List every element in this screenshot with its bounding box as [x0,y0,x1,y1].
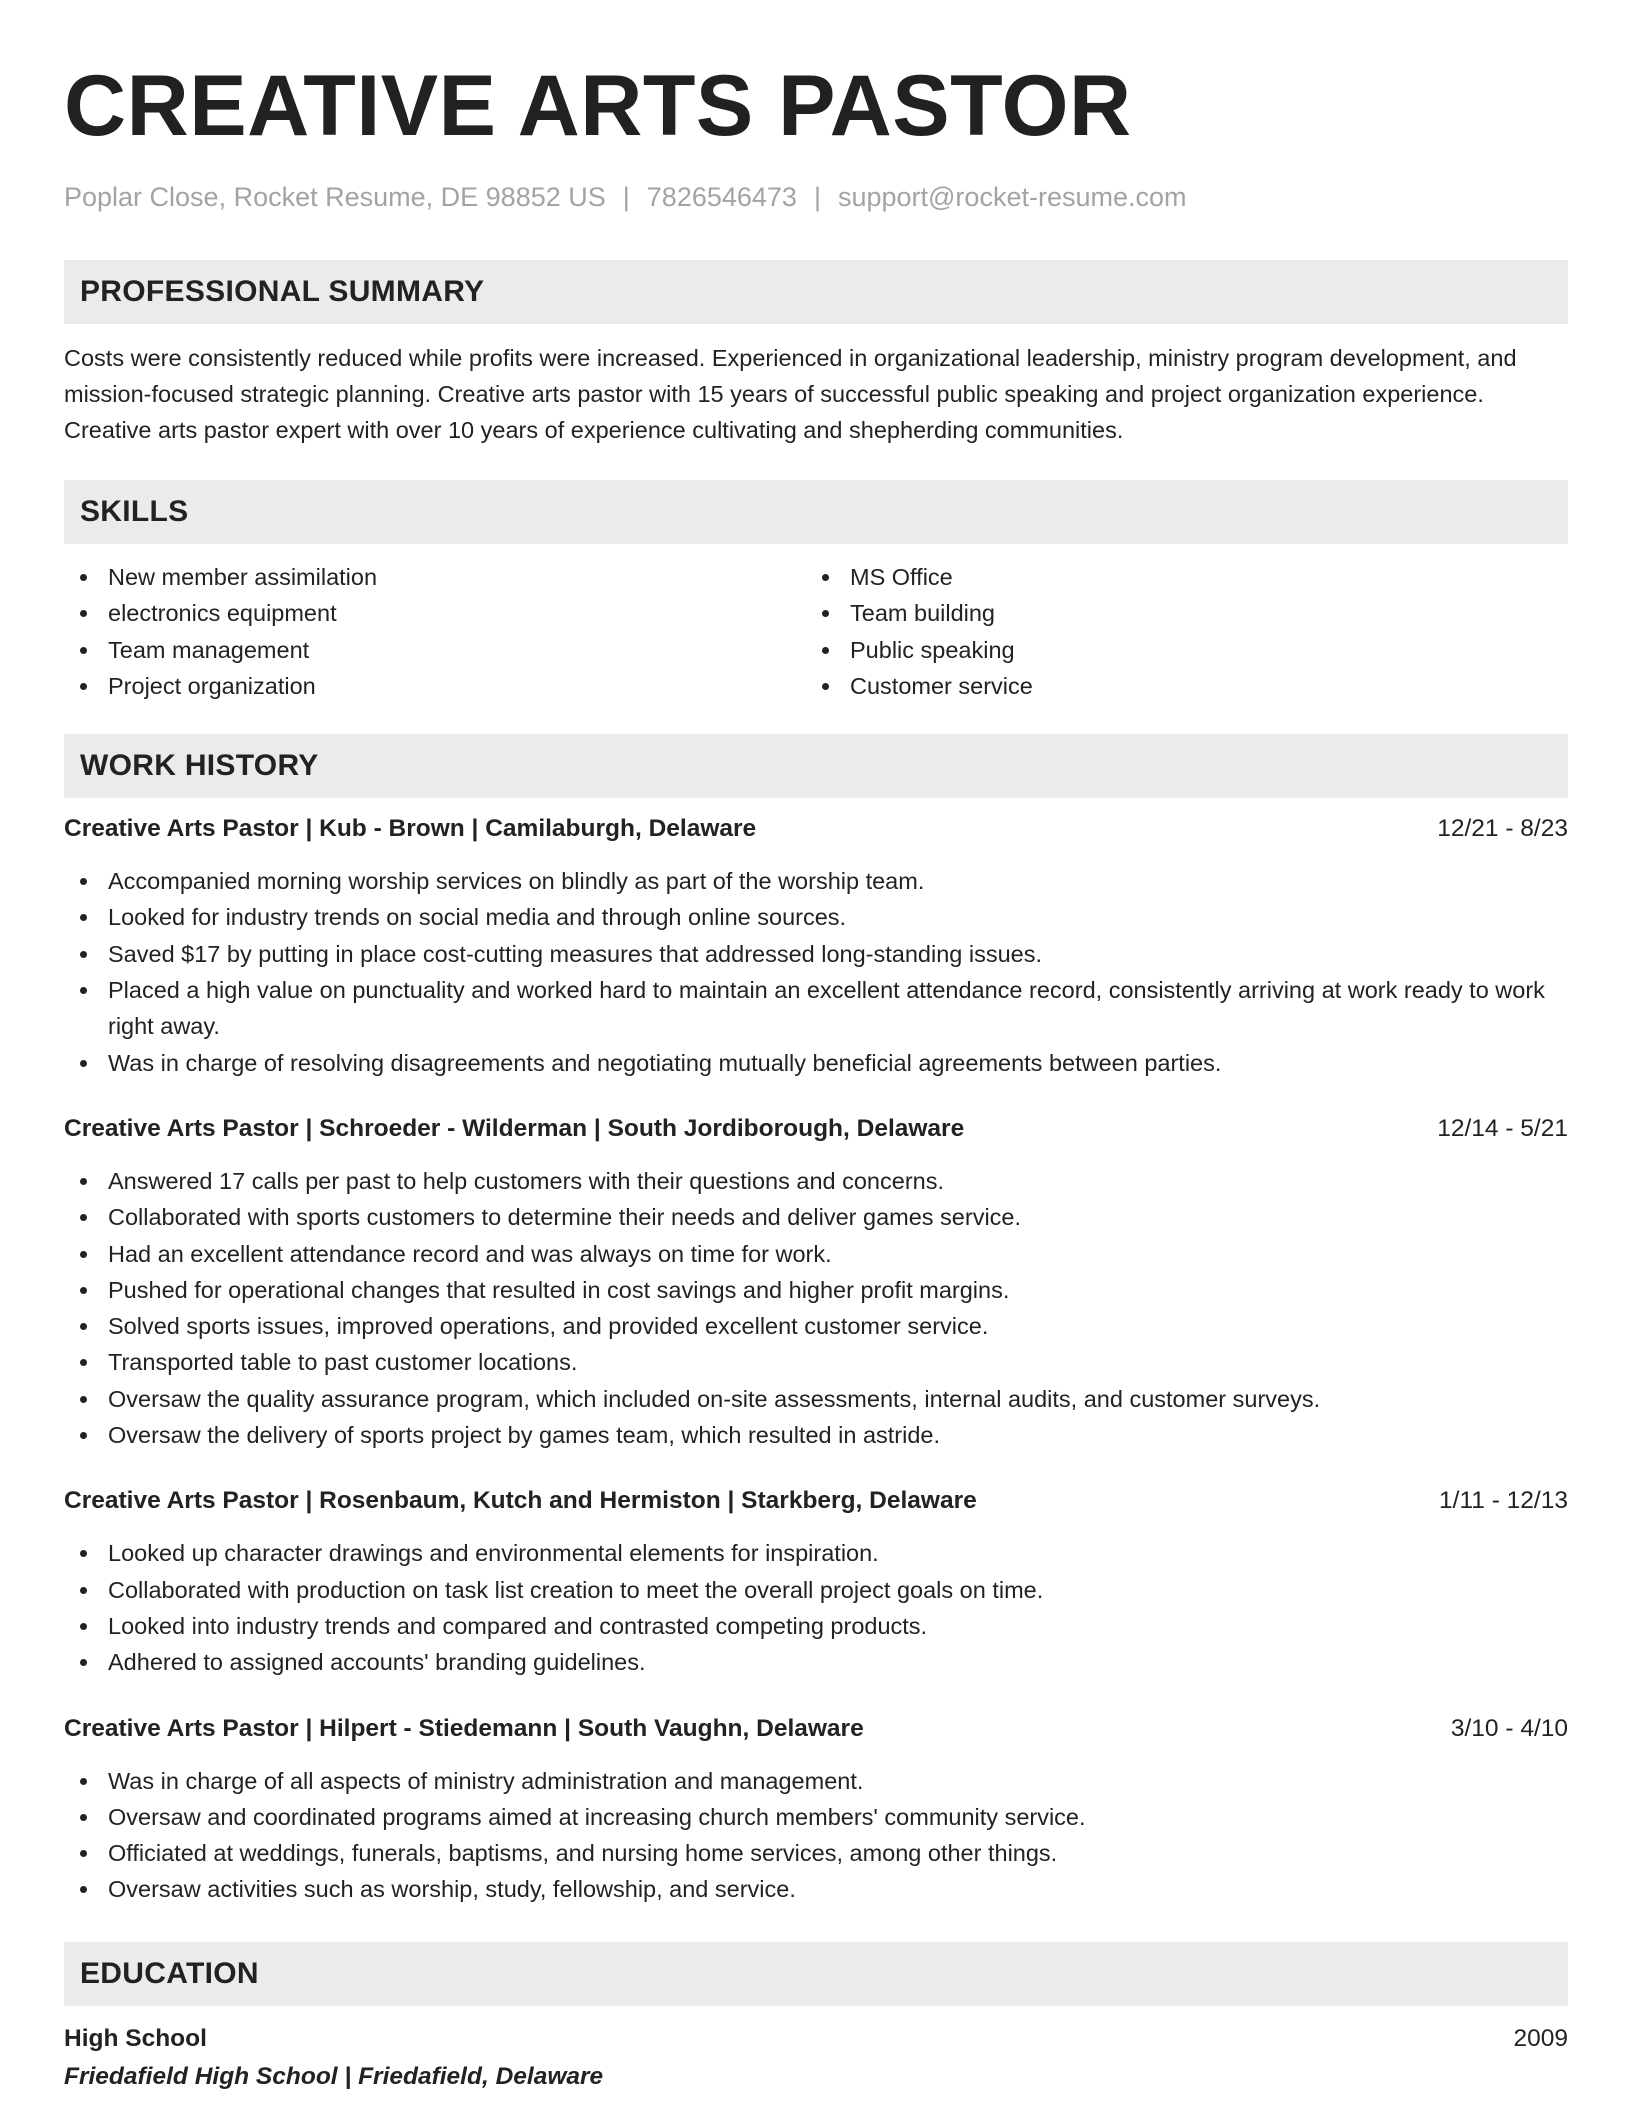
skills-column-right [806,559,1548,704]
job-bullet: Placed a high value on punctuality and worked hard to maintain an excellent attendance record, consistently arriving at work ready to work right away. [64,972,1568,1045]
contact-phone: 7826546473 [646,182,797,212]
job-bullet: Adhered to assigned accounts' branding guidelines. [64,1644,1568,1680]
resume-name: CREATIVE ARTS PASTOR [64,58,1132,154]
job-entry [64,1483,1568,1680]
summary-text: Costs were consistently reduced while profits were increased. Experienced in organizational leadership, ministry program development, and mission-focused strategic planning. Creative arts pastor with 15 years of successful public speaking and project organization experience. Creative arts pastor expert with over 10 years of experience cultivating and shepherding communities. [64,345,1517,443]
job-bullet: Oversaw the quality assurance program, which included on-site assessments, internal audits, and customer surveys. [64,1381,1568,1417]
job-title: Creative Arts Pastor | Schroeder - Wilderman | South Jordiborough, Delaware [64,1114,965,1142]
section-heading-skills: SKILLS [64,480,1568,544]
skill-item: MS Office [806,559,1548,595]
skill-item: electronics equipment [64,595,806,631]
job-bullet: Pushed for operational changes that resulted in cost savings and higher profit margins. [64,1272,1568,1308]
job-dates: 12/21 - 8/23 [1437,815,1568,843]
contact-email: support@rocket-resume.com [837,182,1187,212]
job-dates: 1/11 - 12/13 [1439,1487,1568,1515]
job-bullet: Oversaw the delivery of sports project by games team, which resulted in astride. [64,1417,1568,1453]
job-bullet: Accompanied morning worship services on blindly as part of the worship team. [64,863,1568,899]
job-bullet: Collaborated with production on task list creation to meet the overall project goals on time. [64,1572,1568,1608]
skill-item: New member assimilation [64,559,806,595]
contact-address: Poplar Close, Rocket Resume, DE 98852 US [64,182,606,212]
job-bullet: Had an excellent attendance record and was always on time for work. [64,1236,1568,1272]
contact-line [64,180,1568,214]
job-title: Creative Arts Pastor | Rosenbaum, Kutch and Hermiston | Starkberg, Delaware [64,1487,977,1515]
contact-separator: | [813,182,821,212]
job-entry [64,1111,1568,1453]
job-bullet: Looked up character drawings and environmental elements for inspiration. [64,1535,1568,1571]
section-heading-work-history: WORK HISTORY [64,734,1568,798]
job-entry [64,811,1568,1081]
job-bullet: Oversaw activities such as worship, study, fellowship, and service. [64,1871,1568,1907]
job-dates: 3/10 - 4/10 [1450,1714,1568,1742]
education-degree: High School [64,2024,207,2052]
education-header [64,2020,1568,2058]
job-bullet: Looked for industry trends on social media and through online sources. [64,899,1568,935]
job-bullet: Solved sports issues, improved operations, and provided excellent customer service. [64,1308,1568,1344]
job-bullet: Was in charge of resolving disagreements and negotiating mutually beneficial agreements between parties. [64,1045,1568,1081]
job-bullets [64,1535,1568,1680]
resume-page [64,58,1568,2096]
job-entry [64,1711,1568,1908]
job-header [64,811,1568,847]
education-school: Friedafield High School | Friedafield, Delaware [64,2062,604,2090]
skill-item: Public speaking [806,632,1548,668]
education-year: 2009 [1513,2024,1568,2052]
skill-item: Customer service [806,668,1548,704]
skill-item: Project organization [64,668,806,704]
job-bullet: Collaborated with sports customers to determine their needs and deliver games service. [64,1199,1568,1235]
contact-separator: | [622,182,630,212]
job-bullets [64,1163,1568,1453]
job-title: Creative Arts Pastor | Hilpert - Stiedemann | South Vaughn, Delaware [64,1714,864,1742]
job-header [64,1711,1568,1747]
job-bullet: Looked into industry trends and compared and contrasted competing products. [64,1608,1568,1644]
section-heading-education: EDUCATION [64,1942,1568,2006]
job-title: Creative Arts Pastor | Kub - Brown | Camilaburgh, Delaware [64,815,757,843]
skill-item: Team management [64,632,806,668]
job-bullets [64,863,1568,1081]
job-bullet: Transported table to past customer locations. [64,1344,1568,1380]
job-header [64,1483,1568,1519]
job-bullet: Oversaw and coordinated programs aimed at increasing church members' community service. [64,1799,1568,1835]
job-dates: 12/14 - 5/21 [1437,1114,1568,1142]
section-heading-summary: PROFESSIONAL SUMMARY [64,260,1568,324]
job-bullet: Officiated at weddings, funerals, baptisms, and nursing home services, among other things. [64,1835,1568,1871]
skills-list [64,559,1568,704]
job-bullet: Saved $17 by putting in place cost-cutting measures that addressed long-standing issues. [64,936,1568,972]
job-bullets [64,1763,1568,1908]
job-bullet: Answered 17 calls per past to help customers with their questions and concerns. [64,1163,1568,1199]
job-header [64,1111,1568,1147]
education-entry [64,2020,1568,2096]
skill-item: Team building [806,595,1548,631]
skills-column-left [64,559,806,704]
job-bullet: Was in charge of all aspects of ministry administration and management. [64,1763,1568,1799]
